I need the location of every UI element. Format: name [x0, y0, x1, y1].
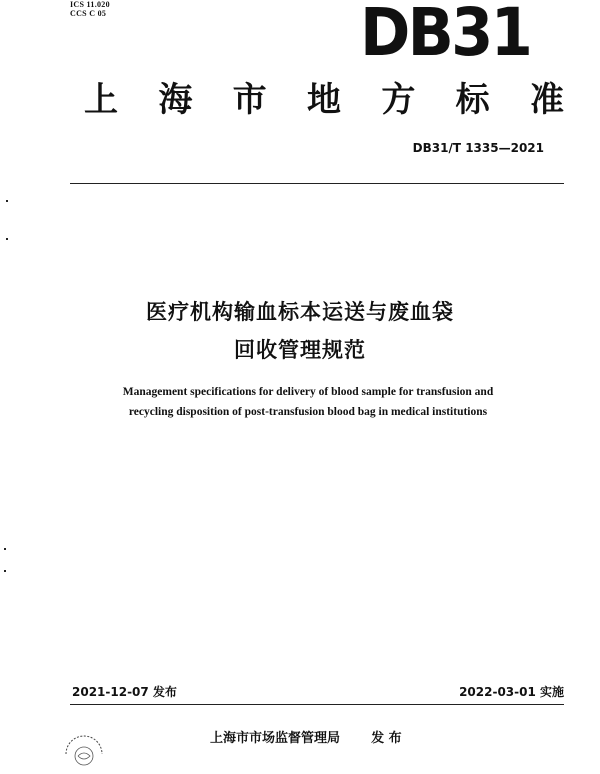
margin-mark	[6, 238, 8, 240]
standard-type-char: 标	[455, 80, 490, 120]
issuer	[210, 730, 402, 748]
implementation-date: 2022-03-01 实施	[459, 685, 564, 699]
standard-type-char: 地	[306, 80, 341, 120]
issue-date: 2021-12-07 发布	[72, 685, 177, 699]
document-title-zh-line1: 医疗机构输血标本运送与废血袋	[146, 300, 454, 324]
standard-type-char: 海	[158, 80, 193, 120]
standard-type-char: 准	[529, 80, 564, 120]
db31-logo: DB31	[360, 0, 531, 71]
document-title-en-line2: recycling disposition of post-transfusion blood bag in medical institutions	[128, 406, 488, 418]
document-title-zh-line2: 回收管理规范	[234, 338, 366, 362]
ccs-code: CCS C 05	[70, 9, 107, 18]
certification-seal-icon	[60, 730, 108, 770]
issuer-action: 发 布	[371, 731, 402, 746]
header-divider	[70, 183, 564, 184]
ics-code: ICS 11.020	[70, 0, 110, 9]
standard-type-char: 方	[381, 80, 416, 120]
standard-type-char: 上	[84, 80, 118, 120]
margin-mark	[4, 548, 6, 550]
standard-code: DB31/T 1335—2021	[412, 141, 544, 155]
footer-divider	[70, 704, 564, 705]
margin-mark	[4, 570, 6, 572]
margin-mark	[6, 200, 8, 202]
document-title-en-line1: Management specifications for delivery of blood sample for transfusion and	[122, 386, 494, 398]
issuer-name: 上海市市场监督管理局	[210, 731, 341, 746]
standard-type-char: 市	[232, 80, 267, 120]
standard-type-title	[84, 80, 564, 120]
